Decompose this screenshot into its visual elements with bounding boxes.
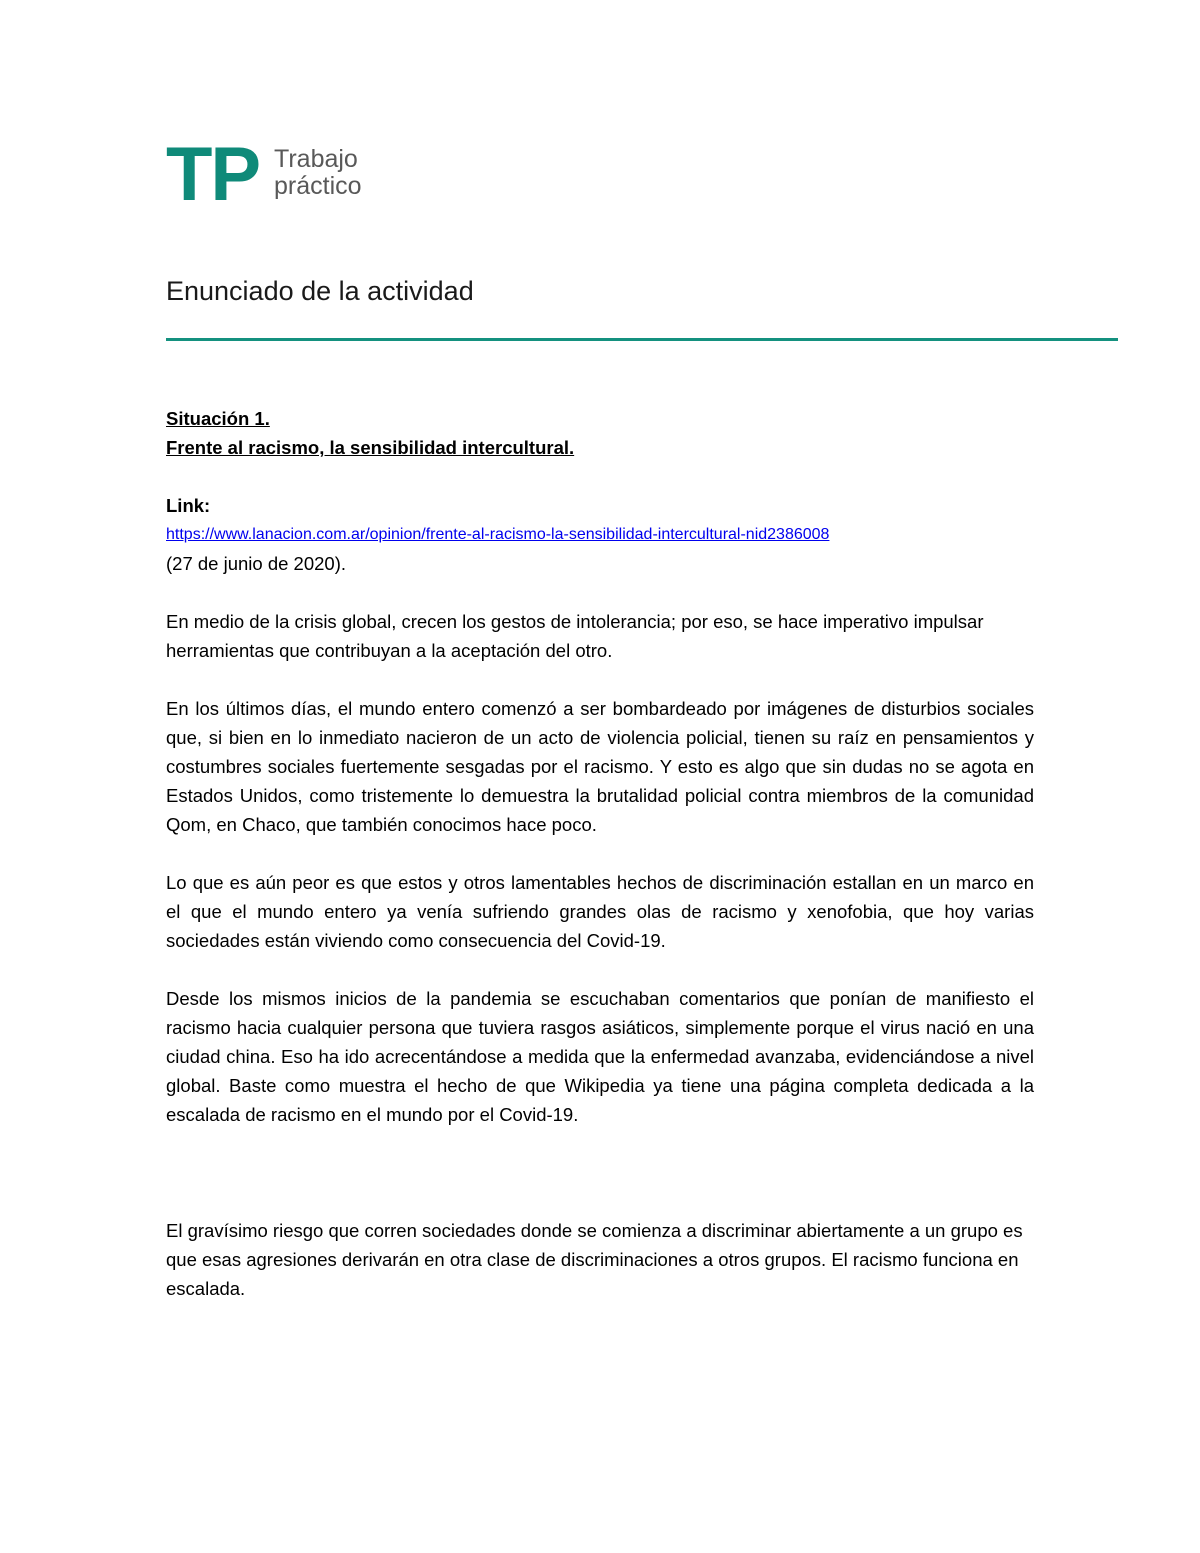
paragraph-4: Desde los mismos inicios de la pandemia se escuchaban comentarios que ponían de manifiesto el racismo hacia cualquier persona que tuviera rasgos asiáticos, simplemente porque el virus nació en una ciudad china. Eso ha ido acrecentándose a medida que la enfermedad avanzaba, evidenciándose a nivel global. Baste como muestra el hecho de que Wikipedia ya tiene una página completa dedicada a la escalada de racismo en el mundo por el Covid-19. (166, 988, 1034, 1125)
logo-text (274, 146, 362, 200)
article-date: (27 de junio de 2020). (166, 553, 346, 574)
article-link[interactable]: https://www.lanacion.com.ar/opinion/frente-al-racismo-la-sensibilidad-intercultural-nid2386008 (166, 526, 830, 543)
link-label: Link: (166, 495, 211, 516)
paragraph-1: En medio de la crisis global, crecen los gestos de intolerancia; por eso, se hace imperativo impulsar herramientas que contribuyan a la aceptación del otro. (166, 611, 984, 661)
title-divider (166, 338, 1118, 341)
document-body (166, 404, 1034, 1303)
paragraph-3: Lo que es aún peor es que estos y otros lamentables hechos de discriminación estallan en un marco en el que el mundo entero ya venía sufriendo grandes olas de racismo y xenofobia, que hoy varias sociedades están viviendo como consecuencia del Covid-19. (166, 872, 1034, 951)
logo-line-2: práctico (274, 172, 362, 200)
paragraph-5: El gravísimo riesgo que corren sociedades donde se comienza a discriminar abiertamente a un grupo es que esas agresiones derivarán en otra clase de discriminaciones a otros grupos. El racismo funciona en escalada. (166, 1220, 1023, 1299)
logo-line-1: Trabajo (274, 145, 358, 173)
logo-mark: TP (166, 132, 260, 217)
paragraph-2: En los últimos días, el mundo entero comenzó a ser bombardeado por imágenes de disturbios sociales que, si bien en lo inmediato nacieron de un acto de violencia policial, tienen su raíz en pensamientos y costumbres sociales fuertemente sesgadas por el racismo. Y esto es algo que sin dudas no se agota en Estados Unidos, como tristemente lo demuestra la brutalidad policial contra miembros de la comunidad Qom, en Chaco, que también conocimos hace poco. (166, 698, 1034, 835)
situation-number: Situación 1. (166, 408, 270, 429)
situation-title: Frente al racismo, la sensibilidad intercultural. (166, 437, 575, 458)
page-title: Enunciado de la actividad (166, 276, 474, 306)
